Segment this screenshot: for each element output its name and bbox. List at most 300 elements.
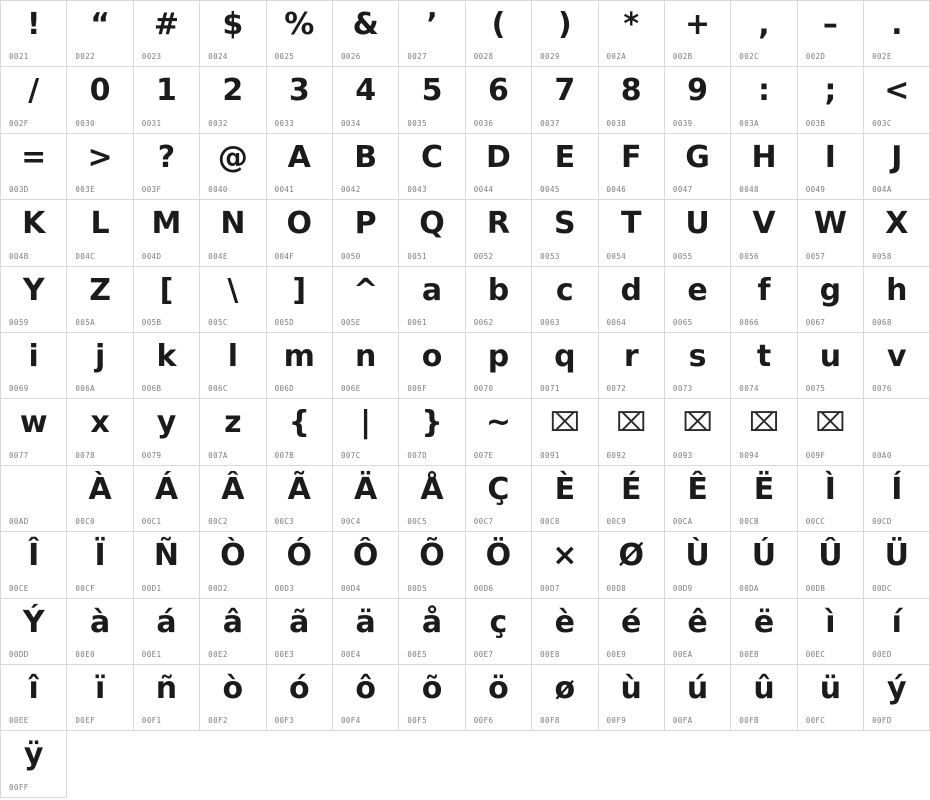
glyph-character: Ì	[824, 471, 836, 507]
glyph-cell[interactable]	[599, 599, 665, 665]
glyph-unicode-code: 00DA	[739, 583, 759, 593]
glyph-character: >	[87, 139, 113, 175]
glyph-cell[interactable]	[399, 267, 465, 333]
glyph-cell[interactable]	[67, 399, 133, 465]
glyph-cell[interactable]	[200, 532, 266, 598]
glyph-unicode-code: 005C	[208, 317, 228, 327]
glyph-character: Ò	[220, 538, 246, 574]
glyph-cell[interactable]	[267, 200, 333, 266]
glyph-cell[interactable]	[1, 267, 67, 333]
glyph-unicode-code: 00EE	[9, 716, 29, 726]
glyph-character: Å	[420, 471, 444, 507]
glyph-cell[interactable]	[599, 134, 665, 200]
glyph-cell[interactable]	[1, 1, 67, 67]
glyph-character: e	[687, 272, 708, 308]
glyph-unicode-code: 004C	[75, 251, 96, 261]
glyph-character: L	[90, 206, 110, 242]
glyph-character: &	[352, 7, 379, 42]
glyph-unicode-code: 009F	[805, 450, 826, 460]
glyph-unicode-code: 00CE	[9, 583, 29, 593]
glyph-character: n	[354, 338, 377, 374]
glyph-character: O	[286, 206, 313, 242]
glyph-cell[interactable]	[798, 599, 864, 665]
glyph-unicode-code: 00F6	[473, 716, 494, 726]
glyph-unicode-code: 00F3	[274, 716, 295, 726]
glyph-unicode-code: 0065	[672, 317, 693, 327]
glyph-character: Ê	[687, 471, 708, 507]
glyph-cell[interactable]	[731, 267, 797, 333]
glyph-cell[interactable]	[200, 333, 266, 399]
glyph-unicode-code: 00D7	[540, 583, 560, 593]
glyph-character: G	[685, 139, 710, 175]
glyph-character: ô	[355, 670, 376, 706]
glyph-cell[interactable]	[200, 134, 266, 200]
glyph-character: U	[685, 206, 710, 242]
glyph-unicode-code: 0066	[739, 317, 759, 327]
glyph-cell[interactable]	[267, 333, 333, 399]
glyph-cell[interactable]	[798, 67, 864, 133]
glyph-cell[interactable]	[67, 1, 133, 67]
glyph-character: o	[421, 338, 443, 374]
glyph-character: Q	[419, 206, 445, 242]
glyph-cell[interactable]	[200, 599, 266, 665]
glyph-unicode-code: 0052	[473, 251, 494, 261]
glyph-cell[interactable]	[333, 665, 399, 731]
glyph-cell[interactable]	[200, 1, 266, 67]
glyph-unicode-code: 00F9	[606, 716, 627, 726]
glyph-cell[interactable]	[267, 134, 333, 200]
glyph-cell[interactable]	[1, 466, 67, 532]
glyph-cell[interactable]	[798, 267, 864, 333]
glyph-cell[interactable]	[67, 333, 133, 399]
glyph-character: )	[557, 7, 572, 42]
glyph-character: ⌧	[616, 408, 647, 439]
glyph-character: c	[555, 272, 574, 308]
glyph-unicode-code: 00F2	[208, 716, 228, 726]
glyph-character: ~	[485, 405, 511, 441]
glyph-cell[interactable]	[134, 267, 200, 333]
glyph-cell[interactable]	[532, 333, 598, 399]
glyph-character: ú	[686, 670, 709, 706]
grid-filler	[67, 731, 133, 797]
glyph-character: +	[685, 7, 711, 42]
glyph-unicode-code: 0079	[141, 450, 162, 460]
glyph-cell[interactable]	[67, 200, 133, 266]
glyph-unicode-code: 0064	[606, 317, 627, 327]
glyph-cell[interactable]	[466, 134, 532, 200]
glyph-cell[interactable]	[466, 333, 532, 399]
glyph-unicode-code: 0027	[407, 52, 428, 62]
glyph-cell[interactable]	[67, 665, 133, 731]
glyph-cell[interactable]	[532, 665, 598, 731]
glyph-cell[interactable]	[134, 532, 200, 598]
glyph-cell[interactable]	[134, 333, 200, 399]
glyph-unicode-code: 004F	[274, 251, 295, 261]
glyph-unicode-code: 00F5	[407, 716, 428, 726]
glyph-cell[interactable]	[731, 67, 797, 133]
glyph-cell[interactable]	[333, 599, 399, 665]
glyph-cell[interactable]	[333, 466, 399, 532]
glyph-cell[interactable]	[665, 599, 731, 665]
glyph-cell[interactable]	[67, 466, 133, 532]
glyph-character: û	[753, 670, 775, 706]
glyph-cell[interactable]	[532, 399, 598, 465]
glyph-unicode-code: 003B	[805, 118, 826, 128]
glyph-cell[interactable]	[399, 532, 465, 598]
glyph-unicode-code: 00FD	[872, 716, 892, 726]
glyph-cell[interactable]	[665, 67, 731, 133]
glyph-character: v	[886, 338, 907, 374]
glyph-cell[interactable]	[731, 200, 797, 266]
glyph-cell[interactable]	[267, 1, 333, 67]
glyph-cell[interactable]	[466, 665, 532, 731]
glyph-unicode-code: 0029	[540, 52, 560, 62]
glyph-unicode-code: 0034	[340, 118, 361, 128]
glyph-cell[interactable]	[267, 67, 333, 133]
glyph-character: @	[217, 139, 248, 175]
glyph-cell[interactable]	[333, 333, 399, 399]
glyph-unicode-code: 007B	[274, 450, 295, 460]
glyph-cell[interactable]	[1, 200, 67, 266]
glyph-cell[interactable]	[665, 466, 731, 532]
glyph-cell[interactable]	[134, 1, 200, 67]
glyph-cell[interactable]	[532, 532, 598, 598]
glyph-cell[interactable]	[399, 1, 465, 67]
glyph-character: 0	[89, 73, 111, 109]
glyph-unicode-code: 00E1	[141, 649, 162, 659]
glyph-unicode-code: 0022	[75, 52, 96, 62]
glyph-cell[interactable]	[864, 200, 930, 266]
glyph-cell[interactable]	[665, 532, 731, 598]
glyph-cell[interactable]	[798, 399, 864, 465]
glyph-unicode-code: 00F8	[540, 716, 560, 726]
glyph-character: k	[156, 338, 177, 374]
glyph-cell[interactable]	[333, 532, 399, 598]
glyph-cell[interactable]	[864, 1, 930, 67]
glyph-unicode-code: 002B	[672, 52, 693, 62]
glyph-unicode-code: 0063	[540, 317, 560, 327]
glyph-cell[interactable]	[134, 665, 200, 731]
grid-filler	[399, 731, 465, 797]
glyph-cell[interactable]	[1, 731, 67, 797]
glyph-unicode-code: 002E	[872, 52, 892, 62]
glyph-cell[interactable]	[1, 665, 67, 731]
glyph-cell[interactable]	[864, 134, 930, 200]
glyph-cell[interactable]	[731, 399, 797, 465]
glyph-cell[interactable]	[798, 466, 864, 532]
glyph-cell[interactable]	[200, 466, 266, 532]
glyph-unicode-code: 0030	[75, 118, 96, 128]
glyph-cell[interactable]	[466, 67, 532, 133]
glyph-unicode-code: 0059	[9, 317, 29, 327]
glyph-character: ü	[819, 670, 842, 706]
glyph-cell[interactable]	[466, 399, 532, 465]
glyph-character: (	[491, 7, 506, 42]
glyph-cell[interactable]	[1, 134, 67, 200]
glyph-character: 6	[487, 73, 509, 109]
glyph-unicode-code: 00DB	[805, 583, 826, 593]
glyph-cell[interactable]	[798, 134, 864, 200]
glyph-cell[interactable]	[134, 399, 200, 465]
glyph-unicode-code: 0025	[274, 52, 295, 62]
glyph-character: ø	[554, 670, 576, 706]
glyph-cell[interactable]	[1, 67, 67, 133]
grid-filler	[333, 731, 399, 797]
glyph-cell[interactable]	[798, 200, 864, 266]
glyph-unicode-code: 0021	[9, 52, 29, 62]
glyph-cell[interactable]	[731, 1, 797, 67]
glyph-cell[interactable]	[267, 399, 333, 465]
glyph-character: s	[688, 338, 707, 374]
glyph-unicode-code: 0045	[540, 185, 560, 195]
glyph-cell[interactable]	[200, 399, 266, 465]
glyph-character: Z	[89, 272, 111, 308]
glyph-unicode-code: 00F4	[340, 716, 361, 726]
glyph-cell[interactable]	[731, 466, 797, 532]
glyph-cell[interactable]	[599, 1, 665, 67]
glyph-cell[interactable]	[798, 333, 864, 399]
glyph-cell[interactable]	[599, 466, 665, 532]
glyph-cell[interactable]	[864, 333, 930, 399]
glyph-unicode-code: 006C	[208, 384, 228, 394]
glyph-cell[interactable]	[1, 599, 67, 665]
glyph-cell[interactable]	[864, 67, 930, 133]
glyph-cell[interactable]	[267, 599, 333, 665]
glyph-character: ;	[824, 73, 837, 109]
glyph-unicode-code: 0056	[739, 251, 759, 261]
glyph-cell[interactable]	[665, 333, 731, 399]
glyph-cell[interactable]	[532, 267, 598, 333]
glyph-cell[interactable]	[267, 532, 333, 598]
glyph-cell[interactable]	[864, 399, 930, 465]
glyph-cell[interactable]	[532, 1, 598, 67]
glyph-cell[interactable]	[333, 200, 399, 266]
glyph-unicode-code: 005E	[340, 317, 361, 327]
glyph-unicode-code: 0048	[739, 185, 759, 195]
glyph-cell[interactable]	[333, 67, 399, 133]
glyph-unicode-code: 002F	[9, 118, 29, 128]
glyph-cell[interactable]	[333, 134, 399, 200]
glyph-unicode-code: 00FB	[739, 716, 759, 726]
glyph-cell[interactable]	[466, 599, 532, 665]
glyph-cell[interactable]	[731, 532, 797, 598]
glyph-cell[interactable]	[665, 267, 731, 333]
glyph-cell[interactable]	[399, 200, 465, 266]
glyph-cell[interactable]	[532, 599, 598, 665]
glyph-cell[interactable]	[665, 399, 731, 465]
glyph-cell[interactable]	[134, 67, 200, 133]
glyph-cell[interactable]	[599, 665, 665, 731]
glyph-unicode-code: 00C0	[75, 517, 96, 527]
glyph-cell[interactable]	[67, 267, 133, 333]
glyph-unicode-code: 00C5	[407, 517, 428, 527]
glyph-cell[interactable]	[798, 1, 864, 67]
glyph-character: Ë	[753, 471, 775, 507]
glyph-unicode-code: 0062	[473, 317, 494, 327]
glyph-cell[interactable]	[798, 532, 864, 598]
glyph-character: ’	[426, 7, 438, 42]
glyph-cell[interactable]	[267, 466, 333, 532]
glyph-cell[interactable]	[1, 333, 67, 399]
glyph-cell[interactable]	[665, 200, 731, 266]
grid-filler	[466, 731, 532, 797]
glyph-cell[interactable]	[864, 599, 930, 665]
glyph-cell[interactable]	[864, 665, 930, 731]
glyph-character: $	[222, 7, 244, 42]
glyph-cell[interactable]	[731, 599, 797, 665]
glyph-cell[interactable]	[466, 200, 532, 266]
glyph-unicode-code: 004D	[141, 251, 162, 261]
glyph-cell[interactable]	[1, 532, 67, 598]
glyph-unicode-code: 0068	[872, 317, 892, 327]
grid-filler	[665, 731, 731, 797]
glyph-character: è	[554, 604, 575, 640]
glyph-cell[interactable]	[267, 665, 333, 731]
glyph-cell[interactable]	[798, 665, 864, 731]
glyph-character: –	[822, 7, 838, 42]
glyph-unicode-code: 0077	[9, 450, 29, 460]
glyph-cell[interactable]	[67, 67, 133, 133]
glyph-unicode-code: 0038	[606, 118, 627, 128]
glyph-cell[interactable]	[599, 399, 665, 465]
glyph-character: ò	[222, 670, 244, 706]
glyph-character: 5	[421, 73, 443, 109]
glyph-cell[interactable]	[200, 665, 266, 731]
glyph-cell[interactable]	[399, 399, 465, 465]
glyph-unicode-code: 0054	[606, 251, 627, 261]
glyph-character: ,	[758, 7, 770, 42]
glyph-cell[interactable]	[466, 466, 532, 532]
glyph-unicode-code: 0026	[340, 52, 361, 62]
glyph-character: a	[421, 272, 443, 308]
glyph-character: I	[824, 139, 836, 175]
glyph-cell[interactable]	[1, 399, 67, 465]
glyph-unicode-code: 005D	[274, 317, 295, 327]
glyph-unicode-code: 00D3	[274, 583, 295, 593]
glyph-cell[interactable]	[532, 67, 598, 133]
glyph-character: |	[360, 405, 372, 441]
glyph-cell[interactable]	[665, 665, 731, 731]
glyph-cell[interactable]	[466, 1, 532, 67]
glyph-cell[interactable]	[333, 267, 399, 333]
glyph-unicode-code: 0070	[473, 384, 494, 394]
glyph-cell[interactable]	[200, 200, 266, 266]
glyph-cell[interactable]	[731, 665, 797, 731]
glyph-cell[interactable]	[532, 466, 598, 532]
glyph-unicode-code: 00CB	[739, 517, 759, 527]
glyph-character: P	[354, 206, 377, 242]
glyph-unicode-code: 0067	[805, 317, 826, 327]
glyph-character: %	[284, 7, 315, 42]
glyph-cell[interactable]	[532, 200, 598, 266]
glyph-cell[interactable]	[731, 134, 797, 200]
glyph-cell[interactable]	[134, 134, 200, 200]
glyph-cell[interactable]	[599, 532, 665, 598]
glyph-unicode-code: 002A	[606, 52, 627, 62]
glyph-character: 8	[620, 73, 642, 109]
glyph-character: 2	[222, 73, 244, 109]
glyph-cell[interactable]	[67, 599, 133, 665]
glyph-character: X	[885, 206, 909, 242]
glyph-unicode-code: 00EF	[75, 716, 96, 726]
glyph-character: 9	[687, 73, 709, 109]
glyph-character: ⌧	[682, 408, 713, 439]
glyph-character: }	[421, 405, 443, 441]
glyph-unicode-code: 005A	[75, 317, 96, 327]
glyph-unicode-code: 00EB	[739, 649, 759, 659]
glyph-character: Â	[221, 471, 245, 507]
glyph-unicode-code: 00CF	[75, 583, 96, 593]
glyph-unicode-code: 00CD	[872, 517, 892, 527]
glyph-unicode-code: 003D	[9, 185, 29, 195]
glyph-unicode-code: 00E3	[274, 649, 295, 659]
glyph-cell[interactable]	[399, 134, 465, 200]
glyph-character: \	[227, 272, 239, 308]
glyph-unicode-code: 00E7	[473, 649, 494, 659]
glyph-unicode-code: 004E	[208, 251, 228, 261]
glyph-character	[1, 468, 66, 512]
glyph-cell[interactable]	[864, 466, 930, 532]
glyph-cell[interactable]	[134, 200, 200, 266]
glyph-cell[interactable]	[864, 267, 930, 333]
glyph-cell[interactable]	[399, 67, 465, 133]
glyph-cell[interactable]	[267, 267, 333, 333]
glyph-unicode-code: 0033	[274, 118, 295, 128]
glyph-character: m	[283, 338, 315, 374]
glyph-character: W	[813, 206, 847, 242]
glyph-cell[interactable]	[599, 267, 665, 333]
glyph-cell[interactable]	[532, 134, 598, 200]
glyph-cell[interactable]	[731, 333, 797, 399]
glyph-unicode-code: 00D5	[407, 583, 428, 593]
glyph-unicode-code: 00E0	[75, 649, 96, 659]
grid-filler	[532, 731, 598, 797]
glyph-character: .	[891, 7, 903, 42]
glyph-character: F	[620, 139, 642, 175]
glyph-cell[interactable]	[599, 67, 665, 133]
glyph-cell[interactable]	[399, 333, 465, 399]
glyph-character: ö	[488, 670, 509, 706]
glyph-cell[interactable]	[665, 1, 731, 67]
glyph-cell[interactable]	[67, 134, 133, 200]
glyph-cell[interactable]	[399, 599, 465, 665]
glyph-cell[interactable]	[599, 333, 665, 399]
glyph-unicode-code: 0078	[75, 450, 96, 460]
glyph-cell[interactable]	[599, 200, 665, 266]
glyph-character: b	[487, 272, 510, 308]
glyph-unicode-code: 006F	[407, 384, 428, 394]
glyph-cell[interactable]	[134, 599, 200, 665]
glyph-cell[interactable]	[399, 665, 465, 731]
glyph-unicode-code: 0093	[672, 450, 693, 460]
glyph-cell[interactable]	[665, 134, 731, 200]
glyph-cell[interactable]	[67, 532, 133, 598]
glyph-cell[interactable]	[399, 466, 465, 532]
glyph-cell[interactable]	[466, 532, 532, 598]
glyph-cell[interactable]	[333, 399, 399, 465]
glyph-cell[interactable]	[466, 267, 532, 333]
glyph-character: ì	[825, 604, 836, 640]
glyph-cell[interactable]	[200, 67, 266, 133]
glyph-character: p	[487, 338, 510, 374]
glyph-cell[interactable]	[333, 1, 399, 67]
glyph-cell[interactable]	[200, 267, 266, 333]
glyph-character: 4	[355, 73, 377, 109]
glyph-unicode-code: 002C	[739, 52, 759, 62]
glyph-cell[interactable]	[864, 532, 930, 598]
glyph-cell[interactable]	[134, 466, 200, 532]
glyph-character: ]	[292, 272, 307, 308]
